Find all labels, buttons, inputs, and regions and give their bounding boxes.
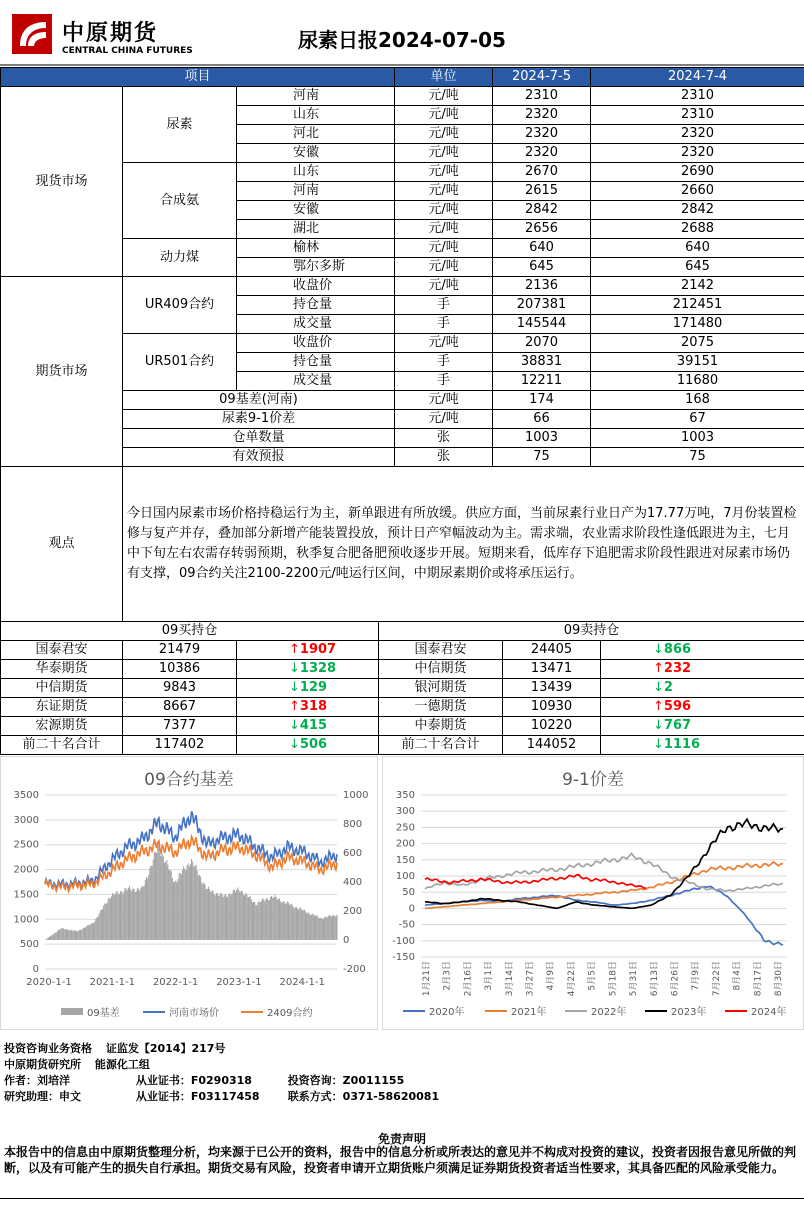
change-up bbox=[289, 642, 336, 657]
table-row bbox=[1, 736, 804, 755]
change-value: 767 bbox=[663, 718, 692, 733]
x-tick-label: 5月31日 bbox=[629, 961, 640, 997]
arrow-down-icon: ↓ bbox=[653, 642, 664, 657]
change-down bbox=[289, 680, 327, 695]
row-name: 河北 bbox=[237, 125, 395, 144]
x-tick-label: 1月21日 bbox=[422, 961, 432, 997]
table-row bbox=[1, 641, 804, 660]
row-unit: 张 bbox=[395, 448, 493, 467]
x-tick-label: 2022-1-1 bbox=[152, 977, 199, 988]
position-change-cell bbox=[601, 717, 804, 736]
row-date1-value: 75 bbox=[493, 448, 591, 467]
row-date1-value: 2670 bbox=[493, 163, 591, 182]
row-unit: 元/吨 bbox=[395, 182, 493, 201]
spread-chart-svg bbox=[383, 757, 803, 1029]
row-unit: 元/吨 bbox=[395, 410, 493, 429]
row-date1-value: 645 bbox=[493, 258, 591, 277]
x-tick-label: 4月9日 bbox=[546, 961, 557, 991]
y-tick-label: 0 bbox=[408, 903, 415, 915]
col-date2: 2024-7-4 bbox=[591, 68, 804, 87]
row-unit: 元/吨 bbox=[395, 334, 493, 353]
row-date1-value: 2656 bbox=[493, 220, 591, 239]
sell-volume: 13471 bbox=[503, 660, 601, 679]
row-date2-value: 168 bbox=[591, 391, 804, 410]
team-name: 能源化工组 bbox=[94, 1058, 150, 1071]
x-tick-label: 2021-1-1 bbox=[89, 977, 135, 988]
legend-label: 2024年 bbox=[751, 1007, 787, 1018]
x-tick-label: 2020-1-1 bbox=[26, 977, 72, 988]
x-tick-label: 2月3日 bbox=[442, 961, 453, 991]
author-advisory: 投资咨询：Z0011155 bbox=[287, 1074, 405, 1087]
position-change-cell bbox=[601, 698, 804, 717]
x-tick-label: 2月16日 bbox=[463, 961, 474, 997]
row-date1-value: 2310 bbox=[493, 87, 591, 106]
header-divider bbox=[0, 64, 804, 66]
change-value: 232 bbox=[663, 661, 692, 676]
company-logo bbox=[12, 14, 52, 54]
row-date2-value: 39151 bbox=[591, 353, 804, 372]
legend-label: 2022年 bbox=[591, 1007, 627, 1018]
row-date2-value: 2660 bbox=[591, 182, 804, 201]
x-tick-label: 6月13日 bbox=[649, 961, 660, 997]
row-unit: 元/吨 bbox=[395, 106, 493, 125]
row-name: 河南 bbox=[237, 87, 395, 106]
spread-chart bbox=[382, 756, 804, 1030]
row-unit: 元/吨 bbox=[395, 144, 493, 163]
y-right-tick-label: 400 bbox=[343, 877, 363, 888]
row-name: 持仓量 bbox=[237, 353, 395, 372]
arrow-up-icon: ↑ bbox=[289, 642, 300, 657]
row-date1-value: 38831 bbox=[493, 353, 591, 372]
change-value: 1328 bbox=[299, 661, 337, 676]
disclaimer-title: 免责声明 bbox=[377, 1132, 426, 1146]
change-down bbox=[653, 642, 691, 657]
change-up bbox=[653, 699, 691, 714]
x-tick-label: 3月14日 bbox=[504, 961, 515, 997]
group-label: 动力煤 bbox=[123, 239, 237, 277]
sell-volume: 24405 bbox=[503, 641, 601, 660]
y-right-tick-label: -200 bbox=[343, 964, 366, 975]
row-date2-value: 75 bbox=[591, 448, 804, 467]
row-date2-value: 2688 bbox=[591, 220, 804, 239]
change-down bbox=[289, 737, 327, 752]
arrow-down-icon: ↓ bbox=[653, 718, 664, 733]
opinion-row bbox=[1, 467, 804, 622]
sell-broker: 银河期货 bbox=[379, 679, 503, 698]
change-down bbox=[653, 680, 673, 695]
row-name: 收盘价 bbox=[237, 277, 395, 296]
table-row bbox=[1, 679, 804, 698]
group-label: 尿素 bbox=[123, 87, 237, 163]
change-value: 415 bbox=[299, 718, 328, 733]
row-unit: 元/吨 bbox=[395, 201, 493, 220]
sell-broker: 中泰期货 bbox=[379, 717, 503, 736]
position-change-cell bbox=[237, 698, 379, 717]
buy-broker: 前二十名合计 bbox=[1, 736, 123, 755]
y-left-tick-label: 1500 bbox=[13, 889, 39, 901]
y-tick-label: 300 bbox=[395, 806, 415, 818]
row-date1-value: 145544 bbox=[493, 315, 591, 334]
col-date1: 2024-7-5 bbox=[493, 68, 591, 87]
change-value: 129 bbox=[299, 680, 328, 695]
position-change-cell bbox=[237, 679, 379, 698]
row-date1-value: 640 bbox=[493, 239, 591, 258]
sell-positions-title: 09卖持仓 bbox=[379, 622, 804, 641]
change-up bbox=[653, 661, 691, 676]
row-date2-value: 2310 bbox=[591, 87, 804, 106]
row-name: 榆林 bbox=[237, 239, 395, 258]
change-value: 318 bbox=[299, 699, 328, 714]
x-tick-label: 5月5日 bbox=[587, 961, 598, 991]
arrow-down-icon: ↓ bbox=[289, 718, 300, 733]
table-row bbox=[1, 87, 804, 106]
opinion-label: 观点 bbox=[1, 467, 123, 622]
row-date1-value: 2070 bbox=[493, 334, 591, 353]
row-date2-value: 1003 bbox=[591, 429, 804, 448]
legend-swatch-basis bbox=[61, 1008, 83, 1015]
row-date1-value: 2320 bbox=[493, 144, 591, 163]
legend-label: 2021年 bbox=[511, 1007, 547, 1018]
row-name: 成交量 bbox=[237, 315, 395, 334]
row-unit: 手 bbox=[395, 315, 493, 334]
series-line-2020 bbox=[425, 887, 783, 946]
arrow-up-icon: ↑ bbox=[653, 699, 664, 714]
spread-chart-title: 9-1价差 bbox=[562, 770, 624, 790]
legend-label: 09基差 bbox=[87, 1008, 120, 1019]
arrow-up-icon: ↑ bbox=[653, 661, 664, 676]
buy-volume: 117402 bbox=[123, 736, 237, 755]
position-change-cell bbox=[237, 641, 379, 660]
row-date2-value: 11680 bbox=[591, 372, 804, 391]
row-date1-value: 1003 bbox=[493, 429, 591, 448]
buy-volume: 21479 bbox=[123, 641, 237, 660]
x-tick-label: 3月27日 bbox=[525, 961, 536, 997]
x-tick-label: 2023-1-1 bbox=[216, 977, 262, 988]
assistant: 研究助理：申文 bbox=[4, 1090, 81, 1103]
x-tick-label: 6月26日 bbox=[670, 961, 681, 997]
sell-volume: 10220 bbox=[503, 717, 601, 736]
table-row bbox=[1, 717, 804, 736]
change-value: 596 bbox=[663, 699, 692, 714]
row-name: 安徽 bbox=[237, 144, 395, 163]
sell-volume: 13439 bbox=[503, 679, 601, 698]
table-row bbox=[1, 698, 804, 717]
series-line-2023 bbox=[425, 819, 783, 908]
row-date2-value: 67 bbox=[591, 410, 804, 429]
position-change-cell bbox=[601, 641, 804, 660]
author: 作者：刘培洋 bbox=[4, 1074, 70, 1087]
table-header-row bbox=[1, 68, 804, 87]
row-date1-value: 2615 bbox=[493, 182, 591, 201]
row-unit: 元/吨 bbox=[395, 87, 493, 106]
x-tick-label: 7月9日 bbox=[691, 961, 702, 991]
basis-chart-title: 09合约基差 bbox=[144, 770, 234, 790]
row-name: 有效预报 bbox=[123, 448, 395, 467]
row-date1-value: 207381 bbox=[493, 296, 591, 315]
y-tick-label: 100 bbox=[395, 871, 415, 882]
x-tick-label: 8月4日 bbox=[732, 961, 743, 991]
legend-label: 2023年 bbox=[671, 1007, 707, 1018]
row-date2-value: 2142 bbox=[591, 277, 804, 296]
arrow-down-icon: ↓ bbox=[289, 737, 300, 752]
y-right-tick-label: 200 bbox=[343, 906, 363, 917]
y-right-tick-label: 600 bbox=[343, 848, 363, 859]
row-date1-value: 2842 bbox=[493, 201, 591, 220]
row-unit: 元/吨 bbox=[395, 258, 493, 277]
row-unit: 手 bbox=[395, 372, 493, 391]
disclaimer-text: 本报告中的信息由中原期货整理分析，均来源于已公开的资料，报告中的信息分析或所表达的意见并不构成对投资的建议，投资者因报告意见所做的判断，以及有可能产生的损失自行承担。期货交易有风险，投资者申请开立期货账户须满足证券期货投资者适当性要求，其具备匹配的风险承受能力。 bbox=[4, 1145, 797, 1175]
henan-price-line bbox=[45, 811, 337, 889]
series-line-2022 bbox=[425, 853, 783, 891]
y-tick-label: -100 bbox=[392, 935, 415, 947]
y-left-tick-label: 1000 bbox=[13, 914, 39, 926]
buy-volume: 9843 bbox=[123, 679, 237, 698]
buy-volume: 7377 bbox=[123, 717, 237, 736]
x-tick-label: 5月18日 bbox=[608, 961, 619, 997]
buy-volume: 8667 bbox=[123, 698, 237, 717]
row-name: 山东 bbox=[237, 106, 395, 125]
buy-broker: 东证期货 bbox=[1, 698, 123, 717]
row-unit: 手 bbox=[395, 296, 493, 315]
x-tick-label: 4月22日 bbox=[566, 961, 577, 997]
change-down bbox=[653, 718, 691, 733]
row-name: 仓单数量 bbox=[123, 429, 395, 448]
arrow-down-icon: ↓ bbox=[289, 680, 300, 695]
row-date2-value: 2320 bbox=[591, 125, 804, 144]
row-unit: 元/吨 bbox=[395, 220, 493, 239]
row-name: 山东 bbox=[237, 163, 395, 182]
position-change-cell bbox=[601, 660, 804, 679]
y-right-tick-label: 1000 bbox=[343, 790, 369, 801]
sell-volume: 10930 bbox=[503, 698, 601, 717]
row-name: 湖北 bbox=[237, 220, 395, 239]
y-tick-label: 200 bbox=[395, 838, 415, 850]
row-unit: 元/吨 bbox=[395, 163, 493, 182]
group-label: 合成氨 bbox=[123, 163, 237, 239]
arrow-down-icon: ↓ bbox=[289, 661, 300, 676]
row-unit: 张 bbox=[395, 429, 493, 448]
row-unit: 元/吨 bbox=[395, 239, 493, 258]
position-change-cell bbox=[237, 736, 379, 755]
contract-label: UR409合约 bbox=[123, 277, 237, 334]
author-cert: 从业证书：F0290318 bbox=[135, 1074, 252, 1087]
y-tick-label: 50 bbox=[402, 887, 415, 899]
row-name: 河南 bbox=[237, 182, 395, 201]
y-left-tick-label: 3500 bbox=[13, 790, 39, 801]
x-tick-label: 2024-1-1 bbox=[279, 977, 325, 988]
row-date2-value: 2842 bbox=[591, 201, 804, 220]
y-tick-label: -50 bbox=[398, 919, 415, 931]
change-down bbox=[289, 718, 327, 733]
change-value: 866 bbox=[663, 642, 692, 657]
assistant-cert: 从业证书：F03117458 bbox=[135, 1090, 260, 1103]
y-left-tick-label: 0 bbox=[32, 964, 39, 975]
price-table bbox=[0, 67, 804, 622]
y-tick-label: 350 bbox=[395, 790, 415, 801]
logo-text-en: CENTRAL CHINA FUTURES bbox=[62, 46, 193, 56]
buy-broker: 宏源期货 bbox=[1, 717, 123, 736]
basis-chart-svg bbox=[1, 757, 377, 1029]
buy-broker: 国泰君安 bbox=[1, 641, 123, 660]
change-value: 2 bbox=[663, 680, 673, 695]
buy-volume: 10386 bbox=[123, 660, 237, 679]
position-change-cell bbox=[237, 717, 379, 736]
row-name: 09基差(河南) bbox=[123, 391, 395, 410]
position-change-cell bbox=[237, 660, 379, 679]
basis-chart bbox=[0, 756, 378, 1030]
buy-broker: 华泰期货 bbox=[1, 660, 123, 679]
row-date2-value: 171480 bbox=[591, 315, 804, 334]
row-date1-value: 2320 bbox=[493, 125, 591, 144]
buy-positions-title: 09买持仓 bbox=[1, 622, 379, 641]
positions-header-row bbox=[1, 622, 804, 641]
table-row bbox=[1, 277, 804, 296]
legend-label: 河南市场价 bbox=[169, 1008, 219, 1019]
y-right-tick-label: 0 bbox=[343, 935, 350, 946]
page-bottom-border bbox=[0, 1198, 804, 1199]
y-tick-label: 250 bbox=[395, 822, 415, 834]
row-date1-value: 2136 bbox=[493, 277, 591, 296]
y-tick-label: -150 bbox=[392, 952, 415, 963]
row-name: 尿素9-1价差 bbox=[123, 410, 395, 429]
futures-market-label: 期货市场 bbox=[1, 277, 123, 467]
legend-label: 2409合约 bbox=[267, 1008, 313, 1019]
row-unit: 手 bbox=[395, 353, 493, 372]
row-date1-value: 12211 bbox=[493, 372, 591, 391]
arrow-up-icon: ↑ bbox=[289, 699, 300, 714]
row-date2-value: 2690 bbox=[591, 163, 804, 182]
y-tick-label: 150 bbox=[395, 854, 415, 866]
row-name: 安徽 bbox=[237, 201, 395, 220]
contact: 联系方式：0371-58620081 bbox=[287, 1090, 440, 1103]
row-name: 持仓量 bbox=[237, 296, 395, 315]
buy-broker: 中信期货 bbox=[1, 679, 123, 698]
qualification-number: 证监发【2014】217号 bbox=[105, 1042, 226, 1055]
sell-broker: 国泰君安 bbox=[379, 641, 503, 660]
row-date2-value: 645 bbox=[591, 258, 804, 277]
row-date1-value: 174 bbox=[493, 391, 591, 410]
row-date2-value: 2310 bbox=[591, 106, 804, 125]
row-date2-value: 640 bbox=[591, 239, 804, 258]
row-date2-value: 2075 bbox=[591, 334, 804, 353]
sell-broker: 中信期货 bbox=[379, 660, 503, 679]
row-date1-value: 66 bbox=[493, 410, 591, 429]
row-name: 鄂尔多斯 bbox=[237, 258, 395, 277]
x-tick-label: 8月17日 bbox=[753, 961, 764, 997]
y-left-tick-label: 3000 bbox=[13, 814, 39, 826]
row-name: 收盘价 bbox=[237, 334, 395, 353]
x-tick-label: 7月22日 bbox=[711, 961, 722, 997]
y-left-tick-label: 2500 bbox=[13, 839, 39, 851]
logo-text-cn: 中原期货 bbox=[62, 21, 159, 46]
col-item: 项目 bbox=[1, 68, 395, 87]
table-row bbox=[1, 660, 804, 679]
row-name: 成交量 bbox=[237, 372, 395, 391]
change-down bbox=[289, 661, 336, 676]
spot-market-label: 现货市场 bbox=[1, 87, 123, 277]
x-tick-label: 8月30日 bbox=[774, 961, 784, 997]
change-down bbox=[653, 737, 700, 752]
page-title: 尿素日报2024-07-05 bbox=[298, 28, 506, 52]
legend-label: 2020年 bbox=[429, 1007, 465, 1018]
y-left-tick-label: 500 bbox=[19, 939, 39, 951]
positions-table bbox=[0, 621, 804, 755]
change-value: 506 bbox=[299, 737, 328, 752]
position-change-cell bbox=[601, 679, 804, 698]
sell-volume: 144052 bbox=[503, 736, 601, 755]
row-unit: 元/吨 bbox=[395, 277, 493, 296]
opinion-text: 今日国内尿素市场价格持稳运行为主，新单跟进有所放缓。供应方面，当前尿素行业日产为17.77万吨，7月份装置检修与复产并存，叠加部分新增产能装置投放，预计日产窄幅波动为主。需求端，农业需求阶段性逢低跟进为主，七月中下旬左右农需存转弱预期，秋季复合肥备肥预收逐步开展。短期来看，低库存下追肥需求阶段性跟进对尿素市场仍有支撑，09合约关注2100-2200元/吨运行区间，中期尿素期价或将承压运行。 bbox=[123, 467, 804, 622]
position-change-cell bbox=[601, 736, 804, 755]
y-left-tick-label: 2000 bbox=[13, 864, 39, 876]
change-up bbox=[289, 699, 327, 714]
arrow-down-icon: ↓ bbox=[653, 737, 664, 752]
qualification-label: 投资咨询业务资格 bbox=[4, 1042, 92, 1055]
row-unit: 元/吨 bbox=[395, 125, 493, 144]
arrow-down-icon: ↓ bbox=[653, 680, 664, 695]
x-tick-label: 3月1日 bbox=[484, 961, 495, 991]
row-date1-value: 2320 bbox=[493, 106, 591, 125]
institute-name: 中原期货研究所 bbox=[4, 1058, 81, 1071]
contract-label: UR501合约 bbox=[123, 334, 237, 391]
sell-broker: 前二十名合计 bbox=[379, 736, 503, 755]
change-value: 1907 bbox=[299, 642, 337, 657]
col-unit: 单位 bbox=[395, 68, 493, 87]
row-unit: 元/吨 bbox=[395, 391, 493, 410]
change-value: 1116 bbox=[663, 737, 701, 752]
row-date2-value: 2320 bbox=[591, 144, 804, 163]
row-date2-value: 212451 bbox=[591, 296, 804, 315]
sell-broker: 一德期货 bbox=[379, 698, 503, 717]
y-right-tick-label: 800 bbox=[343, 819, 363, 830]
